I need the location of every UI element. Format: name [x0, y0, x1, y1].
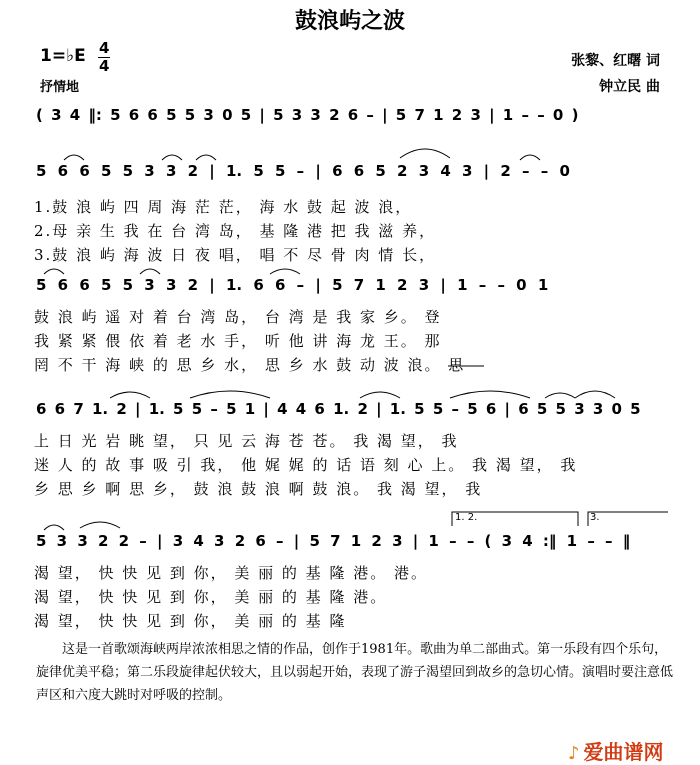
- lyrics-system2-verse3: 罔 不 干 海 峡 的 思 乡 水， 思 乡 水 鼓 动 波 浪。 思: [34, 356, 466, 374]
- lyrics-system3-verse3: 乡 思 乡 啊 思 乡， 鼓 浪 鼓 浪 啊 鼓 浪。 我 渴 望， 我: [34, 480, 483, 498]
- music-line-1: 5 6 6 5 5 3 3 2 | 1. 5 5 – | 6 6 5 2 3 4 3 | 2 – – 0: [36, 162, 570, 180]
- music-line-2: 5 6 6 5 5 3 3 2 | 1. 6 6 – | 5 7 1 2 3 | 1 – – 0 1: [36, 276, 549, 294]
- lyrics-system4-verse3: 渴 望， 快 快 见 到 你， 美 丽 的 基 隆: [34, 612, 347, 630]
- music-line-3: 6 6 7 1. 2 | 1. 5 5 – 5 1 | 4 4 6 1. 2 | 1. 5 5 – 5 6 | 6 5 5 3 3 0 5: [36, 400, 641, 418]
- tempo-marking: 抒情地: [40, 80, 80, 95]
- music-line-intro: ( 3 4 ‖: 5 6 6 5 5 3 0 5 | 5 3 3 2 6 – | 5 7 1 2 3 | 1 – – 0 ): [36, 106, 579, 124]
- lyrics-system1-verse1: 1.鼓 浪 屿 四 周 海 茫 茫， 海 水 鼓 起 波 浪，: [34, 198, 413, 216]
- meter-top: 4: [99, 39, 110, 57]
- lyrics-system2-verse2: 我 紧 紧 偎 依 着 老 水 手， 听 他 讲 海 龙 王。 那: [34, 332, 442, 350]
- song-title: 鼓浪屿之波: [294, 8, 405, 34]
- lyrics-system2-verse1: 鼓 浪 屿 遥 对 着 台 湾 岛， 台 湾 是 我 家 乡。 登: [34, 308, 442, 326]
- lyricist-credit: 张黎、红曙 词: [571, 53, 660, 69]
- lyrics-system1-verse2: 2.母 亲 生 我 在 台 湾 岛， 基 隆 港 把 我 滋 养，: [34, 222, 437, 240]
- song-description: 这是一首歌颂海峡两岸浓浓相思之情的作品，创作于1981年。歌曲为单二部曲式。第一乐段有四个乐句，旋律优美平稳；第二乐段旋律起伏较大，且以弱起开始，表现了游子渴望回到故乡的急切心情。演唱时要注意低声区和六度大跳时对呼吸的控制。: [36, 642, 674, 703]
- meter-bottom: 4: [99, 57, 110, 75]
- music-note-icon: ♪: [568, 743, 580, 764]
- music-line-4: 5 3 3 2 2 – | 3 4 3 2 6 – | 5 7 1 2 3 | 1 – – ( 3 4 :‖ 1 – – ‖: [36, 532, 631, 550]
- lyrics-system4-verse1: 渴 望， 快 快 见 到 你， 美 丽 的 基 隆 港。 港。: [34, 564, 428, 582]
- lyrics-system3-verse2: 迷 人 的 故 事 吸 引 我， 他 娓 娓 的 话 语 刻 心 上。 我 渴 望， 我: [34, 456, 578, 474]
- composer-credit: 钟立民 曲: [599, 79, 660, 95]
- key-signature: 1=♭E: [40, 46, 86, 66]
- lyrics-system1-verse3: 3.鼓 浪 屿 海 波 日 夜 唱， 唱 不 尽 骨 肉 情 长，: [34, 246, 437, 264]
- volta-first-label: 1. 2.: [455, 512, 478, 523]
- site-watermark: [568, 736, 664, 765]
- watermark-text: 爱曲谱网: [583, 740, 664, 764]
- lyrics-system4-verse2: 渴 望， 快 快 见 到 你， 美 丽 的 基 隆 港。: [34, 588, 388, 606]
- lyrics-system3-verse1: 上 日 光 岩 眺 望， 只 见 云 海 苍 苍。 我 渴 望， 我: [34, 432, 459, 450]
- volta-third-label: 3.: [590, 512, 600, 523]
